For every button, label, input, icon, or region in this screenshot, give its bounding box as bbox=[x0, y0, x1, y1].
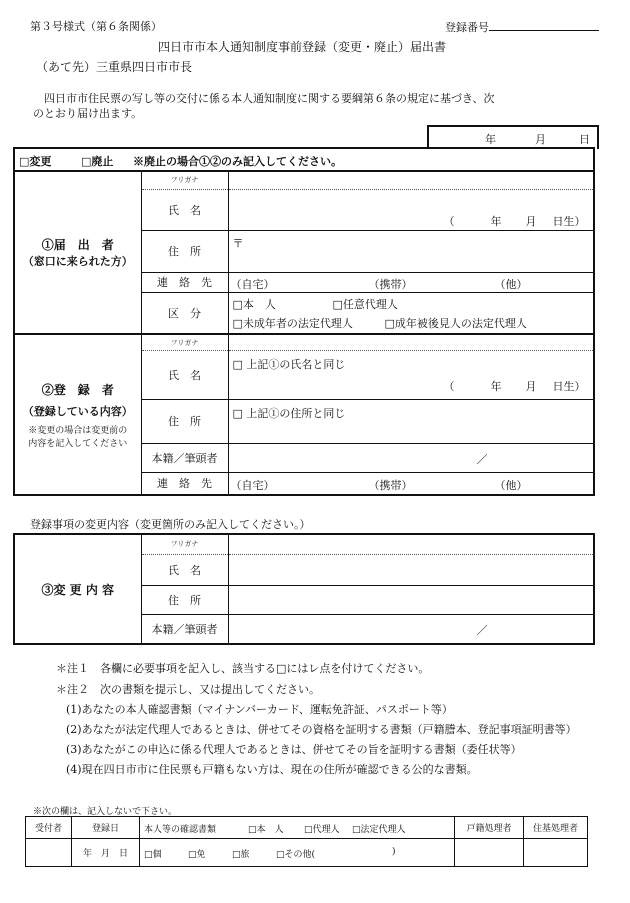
sec1-category-field bbox=[228, 292, 594, 334]
office-reg-date-cell[interactable]: 年 月 日 bbox=[72, 839, 140, 867]
doc-license-checkbox[interactable]: □免 bbox=[188, 850, 206, 860]
sec1-address-field[interactable] bbox=[228, 230, 594, 272]
office-resident-reg-header: 住基処理者 bbox=[524, 817, 588, 839]
section-3-title: ③変 更 内 容 bbox=[14, 534, 141, 644]
sec1-birth-year: 年 bbox=[490, 214, 502, 228]
sec2-contact-other: （他） bbox=[494, 478, 528, 492]
sec1-address-label: 住 所 bbox=[141, 230, 228, 272]
intro-line-2: のとおり届け出ます。 bbox=[33, 107, 143, 120]
note-item-3: (3)あなたがこの申込に係る代理人であるときは、併せてその旨を証明する書類（委任状等） bbox=[66, 743, 522, 756]
section-2-table bbox=[13, 333, 595, 496]
note-item-2: (2)あなたが法定代理人であるときは、併せてその資格を証明する書類（戸籍謄本、登記事項証明書等） bbox=[66, 723, 577, 736]
intro-line-1: 四日市市住民票の写し等の交付に係る本人通知制度に関する要綱第６条の規定に基づき、次 bbox=[44, 92, 495, 105]
sec1-name-field[interactable] bbox=[228, 189, 594, 230]
abolish-checkbox[interactable]: □廃止 bbox=[81, 155, 114, 168]
sec1-furigana-label: フリガナ bbox=[141, 171, 228, 189]
sec2-birthdate bbox=[444, 378, 586, 394]
sec2-honseki-slash: ／ bbox=[476, 452, 488, 466]
section-2-note-2: 内容を記入してください bbox=[28, 438, 128, 449]
doc-kojin-checkbox[interactable]: □個 bbox=[144, 850, 162, 860]
office-family-reg-header: 戸籍処理者 bbox=[455, 817, 524, 839]
sec2-honseki-label: 本籍／筆頭者 bbox=[141, 443, 228, 472]
office-received-header: 受付者 bbox=[26, 817, 72, 839]
section-1-header bbox=[14, 171, 141, 334]
sec2-contact-home: （自宅） bbox=[230, 478, 275, 492]
office-family-reg-cell[interactable] bbox=[455, 839, 524, 867]
office-use-note: ※次の欄は、記入しないで下さい。 bbox=[33, 807, 178, 817]
sec1-contact-home: （自宅） bbox=[230, 277, 275, 291]
sec3-address-label: 住 所 bbox=[141, 586, 228, 615]
office-chk-self[interactable]: □本 人 bbox=[248, 825, 284, 835]
office-received-cell[interactable] bbox=[26, 839, 72, 867]
sec1-contact-mobile: （携帯） bbox=[368, 277, 413, 291]
sec2-birth-day: 日生） bbox=[552, 380, 586, 394]
category-minor-checkbox[interactable]: □未成年者の法定代理人 bbox=[232, 316, 353, 330]
sec2-contact-label: 連 絡 先 bbox=[141, 472, 228, 495]
section-3-table bbox=[13, 533, 595, 645]
date-month: 月 bbox=[535, 133, 546, 146]
sec1-category-label: 区 分 bbox=[141, 292, 228, 334]
sec1-birth-month: 月 bbox=[525, 214, 537, 228]
sec2-contact-field[interactable] bbox=[228, 472, 594, 495]
sec3-honseki-slash: ／ bbox=[476, 623, 488, 637]
sec2-furigana-label: フリガナ bbox=[141, 334, 228, 351]
date-day: 日 bbox=[579, 133, 590, 146]
sec3-name-field[interactable] bbox=[228, 554, 594, 586]
section-1-table bbox=[13, 170, 595, 335]
section-2-header bbox=[14, 334, 141, 495]
office-resident-reg-cell[interactable] bbox=[524, 839, 588, 867]
abolish-note: ※廃止の場合①②のみ記入してください。 bbox=[133, 155, 342, 168]
date-box[interactable] bbox=[427, 125, 599, 149]
office-reg-date-header: 登録日 bbox=[72, 817, 140, 839]
sec3-furigana-label: フリガナ bbox=[141, 534, 228, 554]
sec2-address-field[interactable] bbox=[228, 399, 594, 443]
note-2: ＊注２ 次の書類を提示し、又は提出してください。 bbox=[56, 683, 320, 696]
date-year: 年 bbox=[485, 133, 496, 146]
registration-number-label: 登録番号 bbox=[445, 21, 489, 34]
postal-mark: 〒 bbox=[232, 236, 244, 250]
office-use-table bbox=[25, 816, 588, 867]
office-id-docs-cell bbox=[140, 839, 455, 867]
sec1-name-label: 氏 名 bbox=[141, 189, 228, 230]
section-1-title: ①届 出 者 bbox=[41, 238, 114, 252]
sec1-contact-field[interactable] bbox=[228, 272, 594, 292]
office-chk-proxy[interactable]: □代理人 bbox=[304, 825, 340, 835]
change-type-row bbox=[13, 147, 595, 172]
section-2-subtitle: （登録している内容） bbox=[22, 404, 133, 418]
note-item-4: (4)現在四日市市に住民票も戸籍もない方は、現在の住所が確認できる公的な書類。 bbox=[66, 763, 478, 776]
same-name-checkbox[interactable]: □ 上記①の氏名と同じ bbox=[232, 358, 346, 372]
sec1-contact-label: 連 絡 先 bbox=[141, 272, 228, 292]
sec3-honseki-label: 本籍／筆頭者 bbox=[141, 614, 228, 644]
section-1-subtitle: （窓口に来られた方） bbox=[22, 255, 133, 268]
office-id-docs-label: 本人等の確認書類 bbox=[144, 825, 217, 835]
section-2-title: ②登 録 者 bbox=[41, 382, 114, 397]
registration-number-field[interactable] bbox=[489, 18, 599, 31]
sec2-birth-month: 月 bbox=[525, 380, 537, 394]
form-number: 第３号様式（第６条関係） bbox=[30, 20, 162, 33]
doc-passport-checkbox[interactable]: □旅 bbox=[232, 850, 250, 860]
sec2-name-field[interactable] bbox=[228, 351, 594, 400]
sec2-birth-open: （ bbox=[443, 380, 455, 394]
sec3-address-field[interactable] bbox=[228, 586, 594, 615]
section-2-note-1: ※変更の場合は変更前の bbox=[28, 425, 128, 436]
sec1-birth-open: （ bbox=[443, 214, 455, 228]
doc-other-checkbox[interactable]: □その他( bbox=[276, 850, 316, 860]
office-id-docs-header bbox=[140, 817, 455, 839]
category-self-checkbox[interactable]: □本 人 bbox=[232, 297, 276, 311]
sec3-furigana-field[interactable] bbox=[228, 534, 594, 554]
registration-number bbox=[445, 18, 599, 35]
office-chk-legal[interactable]: □法定代理人 bbox=[352, 825, 406, 835]
doc-other-close: ) bbox=[392, 847, 396, 857]
sec2-furigana-field[interactable] bbox=[228, 334, 594, 351]
sec3-honseki-field[interactable] bbox=[228, 614, 594, 644]
same-address-checkbox[interactable]: □ 上記①の住所と同じ bbox=[232, 406, 346, 420]
sec2-address-label: 住 所 bbox=[141, 399, 228, 443]
sec1-contact-other: （他） bbox=[494, 277, 528, 291]
page-title: 四日市市本人通知制度事前登録（変更・廃止）届出書 bbox=[158, 40, 447, 54]
addressee: （あて先）三重県四日市市長 bbox=[36, 60, 193, 74]
category-adult-checkbox[interactable]: □成年被後見人の法定代理人 bbox=[384, 316, 527, 330]
sec1-birthdate bbox=[444, 213, 586, 229]
sec1-birth-day: 日生） bbox=[552, 214, 586, 228]
note-item-1: (1)あなたの本人確認書類（マイナンバーカード、運転免許証、パスポート等） bbox=[66, 703, 453, 716]
sec3-name-label: 氏 名 bbox=[141, 554, 228, 586]
category-proxy-checkbox[interactable]: □任意代理人 bbox=[332, 297, 398, 311]
sec2-birth-year: 年 bbox=[490, 380, 502, 394]
sec2-name-label: 氏 名 bbox=[141, 351, 228, 400]
change-checkbox[interactable]: □変更 bbox=[19, 155, 52, 168]
sec2-honseki-field[interactable] bbox=[228, 443, 594, 472]
sec2-contact-mobile: （携帯） bbox=[368, 478, 413, 492]
sec1-furigana-field[interactable] bbox=[228, 171, 594, 189]
note-1: ＊注１ 各欄に必要事項を記入し、該当する□にはレ点を付けてください。 bbox=[56, 662, 430, 675]
section-3-caption: 登録事項の変更内容（変更箇所のみ記入してください。） bbox=[30, 518, 311, 531]
